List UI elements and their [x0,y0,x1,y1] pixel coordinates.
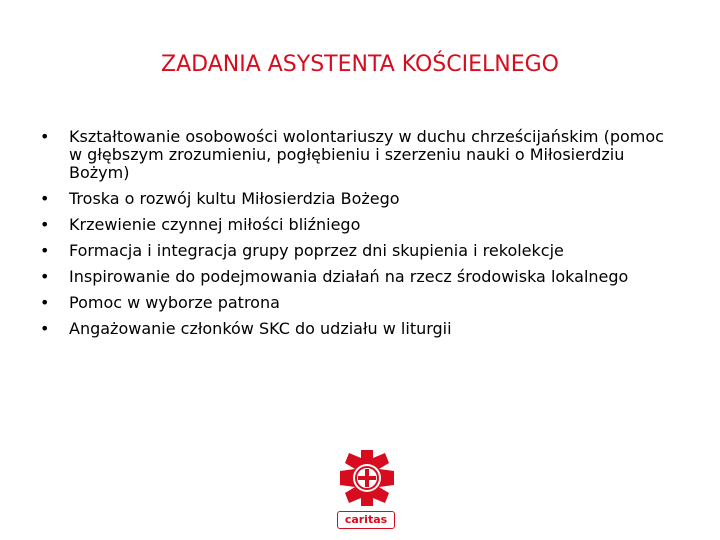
task-list [40,128,670,346]
list-item [40,294,670,312]
caritas-logo [334,449,400,531]
list-item-text: Troska o rozwój kultu Miłosierdzia Bożego [69,189,400,208]
caritas-cross-icon [339,449,395,507]
list-item-text: Krzewienie czynnej miłości bliźniego [69,215,361,234]
list-item [40,216,670,234]
bullet-icon: • [40,127,50,146]
bullet-icon: • [40,215,50,234]
bullet-icon: • [40,241,50,260]
slide-title: ZADANIA ASYSTENTA KOŚCIELNEGO [161,52,559,77]
bullet-icon: • [40,293,50,312]
bullet-icon: • [40,267,50,286]
list-item [40,190,670,208]
bullet-icon: • [40,189,50,208]
list-item-text: Kształtowanie osobowości wolontariuszy w duchu chrześcijańskim (pomoc w głębszym zrozumieniu, pogłębieniu i szerzeniu nauki o Miłosierdziu Bożym) [69,127,664,182]
caritas-wordmark: caritas [337,511,395,529]
list-item [40,242,670,260]
list-item-text: Inspirowanie do podejmowania działań na rzecz środowiska lokalnego [69,267,629,286]
bullet-icon: • [40,319,50,338]
list-item-text: Formacja i integracja grupy poprzez dni skupienia i rekolekcje [69,241,564,260]
list-item [40,268,670,286]
list-item [40,128,670,182]
list-item-text: Pomoc w wyborze patrona [69,293,280,312]
list-item [40,320,670,338]
list-item-text: Angażowanie członków SKC do udziału w liturgii [69,319,452,338]
